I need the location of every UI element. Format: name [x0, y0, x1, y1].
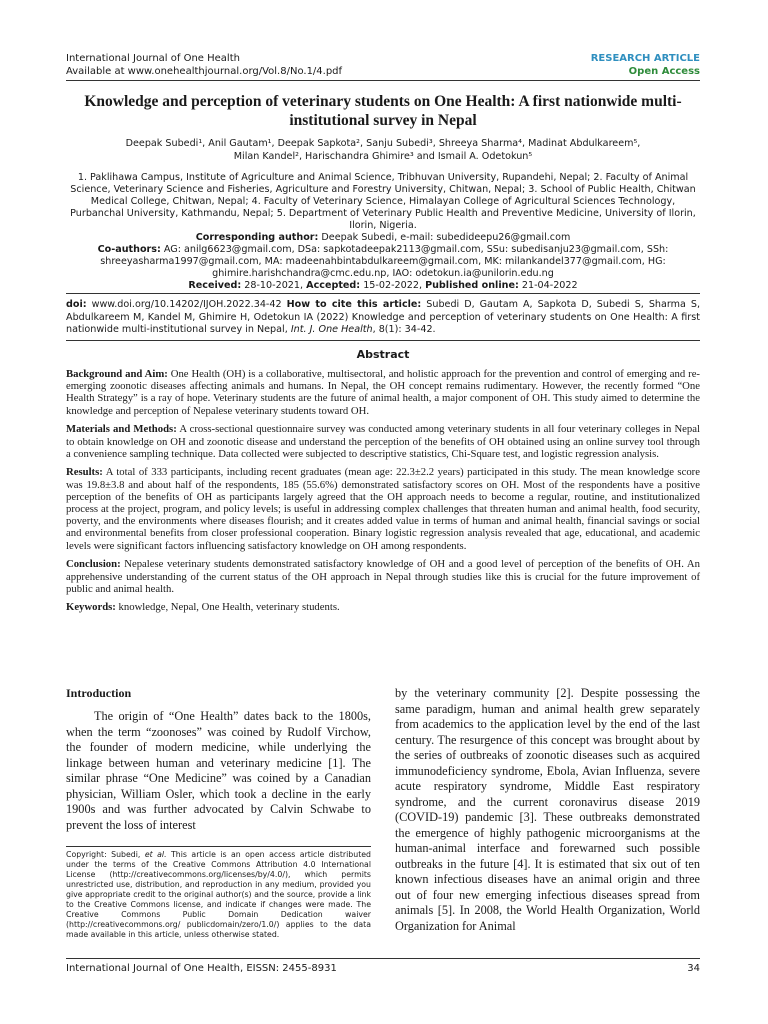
article-title: Knowledge and perception of veterinary students on One Health: A first nationwide multi-institutional survey in Nepal: [84, 93, 682, 129]
introduction-paragraph-right: by the veterinary community [2]. Despite possessing the same paradigm, human and animal health grew separately from academics to the application level by the end of the last century. The resurgence of this concept was brought about by the series of outbreaks of zoonotic diseases such as acquired immunodeficiency syndrome, Ebola, Avian Influenza, severe acute respiratory syndrome, Middle East respiratory syndrome, and the current coronavirus disease 2019 (COVID-19) pandemic [3]. These outbreaks demonstrated the emergence of highly pathogenic microorganisms at the human-animal interface and forewarned such possible outbreaks in the future [4]. It is estimated that six out of ten known infectious diseases have an animal origin and three out of four new emerging infectious diseases spread from animals [5]. In 2008, the World Health Organization, World Organization for Animal: [395, 686, 700, 933]
page-number: 34: [687, 963, 700, 974]
abstract-heading: Abstract: [356, 348, 410, 361]
open-access-label: Open Access: [628, 66, 700, 77]
abstract-body: [66, 368, 700, 620]
article-dates: Received: 28-10-2021, Accepted: 15-02-2022, Published online: 21-04-2022: [188, 280, 578, 291]
affiliations-block: [66, 172, 700, 292]
journal-header: [66, 52, 342, 78]
abstract-top-divider: [66, 340, 700, 341]
article-type-label: RESEARCH ARTICLE: [590, 53, 700, 64]
abstract-results: Results: A total of 333 participants, including recent graduates (mean age: 22.3±2.2 years) participated in this study. The mean knowledge score was 19.8±3.8 and about half of the respondents, 185 (55.6%) demonstrated satisfactory scores on OH. Most of the respondents have a positive perception of the benefits of OH as participants largely agreed that the OH approach needs to become a regular, routine, and institutionalized process at the project, program, and policy levels; is useful in addressing complex challenges that threaten human and animal health, food security, poverty, and the environments where diseases flourish; and it creates added value in terms of human and animal health, financial savings or social and environmental benefits from closer professional cooperation. Binary logistic regression analysis revealed that age, educational, and academic levels were significant factors influencing satisfactory knowledge on OH among respondents.: [66, 466, 700, 552]
availability-line[interactable]: Available at www.onehealthjournal.org/Vol.8/No.1/4.pdf: [66, 66, 343, 77]
abstract-methods: Materials and Methods: A cross-sectional questionnaire survey was conducted among veterinary students in all four veterinary colleges in Nepal to obtain knowledge on OH and zoonotic disease and understand the perception of the benefits of OH obtained using an online survey tool through a convenience sampling technique. Data collected were subjected to descriptive statistics, Chi-Square test, and logistic regression analysis.: [66, 423, 700, 460]
right-column: [395, 686, 700, 934]
author-line-2: Milan Kandel², Harischandra Ghimire³ and Ismail A. Odetokun⁵: [233, 150, 533, 162]
author-list: [66, 138, 700, 163]
abstract-background: Background and Aim: One Health (OH) is a collaborative, multisectoral, and holistic approach for the prevention and control of emerging and re-emerging zoonotic diseases affecting animals and humans. In Nepal, the OH concept remains rudimentary. However, the recently formed “One Health Strategy” is a ray of hope. Veterinary students are the future of animal health, a major component of OH. This study aimed to determine the knowledge and perception of Nepalese veterinary students toward OH.: [66, 368, 700, 417]
corresponding-author: Corresponding author: Deepak Subedi, e-mail: subedideepu26@gmail.com: [195, 232, 571, 243]
left-column: [66, 686, 371, 833]
introduction-paragraph-left: The origin of “One Health” dates back to the 1800s, when the term “zoonoses” was coined by Rudolf Virchow, the founder of modern medicine, while underlying the linkage between human and veterinary medicine [1]. The similar phrase “One Medicine” was coined by a Canadian physician, William Osler, which took a decline in the early 1900s and was further advocated by Calvin Schwabe to prevent the loss of interest: [66, 709, 371, 832]
affiliations-text: 1. Paklihawa Campus, Institute of Agriculture and Animal Science, Tribhuvan University, Rupandehi, Nepal; 2. Faculty of Animal Science, Veterinary Science and Fisheries, Agriculture and Forestry University, Chitwan, Nepal; 3. School of Public Health, Chitwan Medical College, Chitwan, Nepal; 4. Faculty of Veterinary Science, Himalayan College of Agricultural Sciences Technology, Purbanchal University, Kathmandu, Nepal; 5. Department of Veterinary Public Health and Preventive Medicine, University of Ilorin, Ilorin, Nigeria.: [70, 172, 696, 231]
footer-journal-info: International Journal of One Health, EISSN: 2455-8931: [66, 963, 337, 974]
journal-name: International Journal of One Health: [66, 53, 240, 64]
citation-block: doi: www.doi.org/10.14202/IJOH.2022.34-42 How to cite this article: Subedi D, Gautam A, Sapkota D, Subedi S, Sharma S, Abdulkareem M, Kandel M, Ghimire H, Odetokun IA (2022) Knowledge and perception of veterinary students on One Health: A first nationwide multi-institutional survey in Nepal, Int. J. One Health, 8(1): 34-42.: [66, 299, 700, 335]
doi-link[interactable]: www.doi.org/10.14202/IJOH.2022.34-42: [91, 299, 282, 310]
introduction-heading: Introduction: [66, 686, 132, 700]
coauthor-emails: Co-authors: AG: anilg6623@gmail.com, DSa: sapkotadeepak2113@gmail.com, SSu: subedisanju23@gmail.com, SSh: shreeyasharma1997@gmail.com, MA: madeenahbintabdulkareem@gmail.com, MK: milankandel377@gmail.com, HG: ghimire.harishchandra@cmc.edu.np, IAO: odetokun.ia@unilorin.edu.ng: [97, 244, 669, 279]
keywords: Keywords: knowledge, Nepal, One Health, veterinary students.: [66, 601, 340, 614]
footer-divider: [66, 958, 700, 959]
copyright-notice: Copyright: Subedi, et al. This article is an open access article distributed under the terms of the Creative Commons Attribution 4.0 International License (http://creativecommons.org/licenses/by/4.0/), which permits unrestricted use, distribution, and reproduction in any medium, provided you give appropriate credit to the original author(s) and the source, provide a link to the Creative Commons license, and indicate if changes were made. The Creative Commons Public Domain Dedication waiver (http://creativecommons.org/ publicdomain/zero/1.0/) applies to the data made available in this article, unless otherwise stated.: [66, 846, 371, 940]
doi-top-divider: [66, 293, 700, 294]
header-divider: [66, 80, 700, 81]
author-line-1: Deepak Subedi¹, Anil Gautam¹, Deepak Sapkota², Sanju Subedi³, Shreeya Sharma⁴, Madinat Abdulkareem⁵,: [125, 138, 641, 149]
article-type-block: [591, 52, 700, 78]
abstract-conclusion: Conclusion: Nepalese veterinary students demonstrated satisfactory knowledge of OH and a good level of perception of the benefits of OH. An apprehensive understanding of the current status of the OH approach in Nepal through studies like this is crucial for the future improvement of public and animal health.: [66, 558, 700, 595]
